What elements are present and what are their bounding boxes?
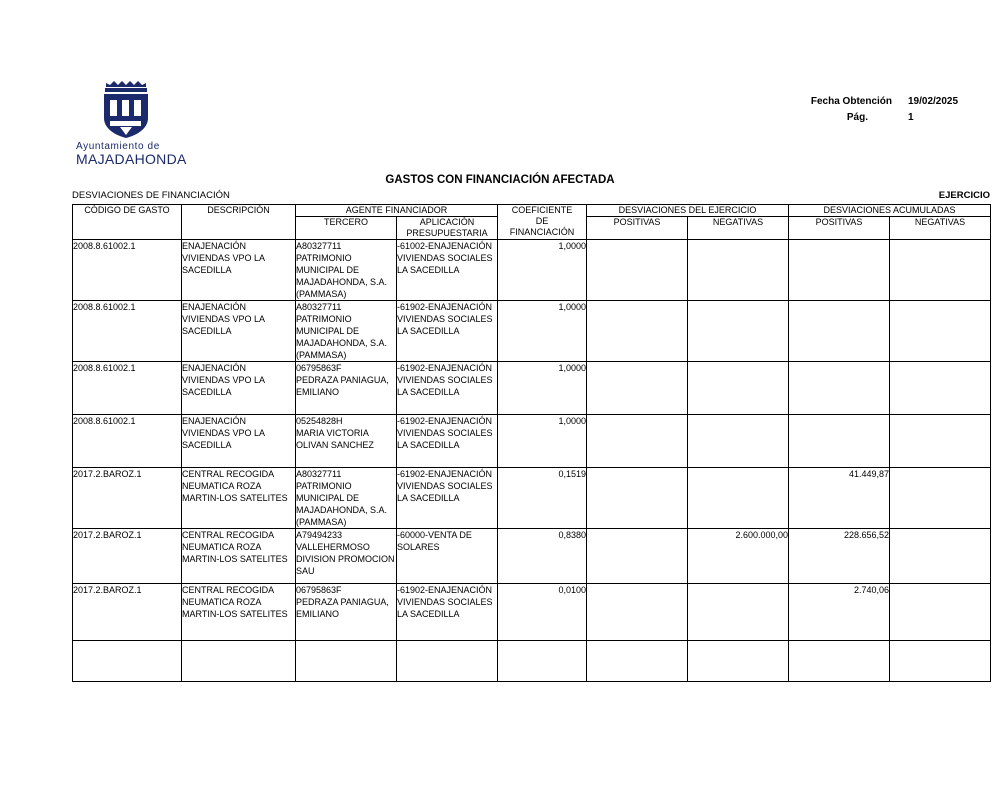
tercero-nombre: PEDRAZA PANIAGUA, EMILIANO bbox=[296, 597, 389, 619]
cell-ejercicio-negativas bbox=[688, 415, 789, 468]
cell-codigo-gasto: 2008.8.61002.1 bbox=[73, 301, 182, 362]
deviations-table-container bbox=[72, 204, 991, 682]
cell-acumuladas-positivas bbox=[789, 362, 890, 415]
cell-codigo-gasto: 2008.8.61002.1 bbox=[73, 362, 182, 415]
table-filler-cell bbox=[73, 641, 182, 682]
pagina-label: Pág. bbox=[846, 112, 868, 123]
tercero-id: 06795863F bbox=[296, 363, 342, 373]
cell-ejercicio-positivas bbox=[587, 415, 688, 468]
col-header-codigo: CÓDIGO DE GASTO bbox=[73, 205, 182, 240]
cell-tercero bbox=[296, 468, 397, 529]
table-filler-cell bbox=[296, 641, 397, 682]
tercero-id: 06795863F bbox=[296, 585, 342, 595]
cell-tercero bbox=[296, 415, 397, 468]
cell-tercero bbox=[296, 301, 397, 362]
fecha-obtencion-label: Fecha Obtención bbox=[810, 96, 892, 107]
table-row bbox=[73, 301, 991, 362]
tercero-nombre: PATRIMONIO MUNICIPAL DE MAJADAHONDA, S.A. (PAMMASA) bbox=[296, 253, 388, 299]
aplicacion-line1: APLICACIÓN bbox=[419, 217, 475, 227]
cell-coeficiente-financiacion: 1,0000 bbox=[498, 240, 587, 301]
cell-acumuladas-negativas bbox=[890, 415, 991, 468]
subheader-right-label: EJERCICIO bbox=[938, 190, 990, 201]
cell-acumuladas-negativas bbox=[890, 584, 991, 641]
tercero-id: A80327711 bbox=[296, 469, 342, 479]
cell-ejercicio-positivas bbox=[587, 584, 688, 641]
pagina-value: 1 bbox=[908, 112, 914, 123]
coeficiente-line2: DE bbox=[535, 216, 549, 226]
cell-aplicacion-presupuestaria: -61902-ENAJENACIÓN VIVIENDAS SOCIALES LA SACEDILLA bbox=[397, 468, 498, 529]
table-row bbox=[73, 584, 991, 641]
tercero-nombre: PEDRAZA PANIAGUA, EMILIANO bbox=[296, 375, 389, 397]
tercero-nombre: VALLEHERMOSO DIVISION PROMOCION SAU bbox=[296, 542, 395, 576]
cell-codigo-gasto: 2017.2.BAROZ.1 bbox=[73, 584, 182, 641]
tercero-id: A80327711 bbox=[296, 302, 342, 312]
cell-descripcion: ENAJENACIÓN VIVIENDAS VPO LA SACEDILLA bbox=[182, 301, 296, 362]
tercero-id: A79494233 bbox=[296, 530, 343, 540]
fecha-obtencion-row bbox=[672, 96, 992, 107]
tercero-id: 05254828H bbox=[296, 416, 343, 426]
header-meta bbox=[672, 96, 992, 128]
table-row bbox=[73, 362, 991, 415]
col-header-ejercicio-negativas: NEGATIVAS bbox=[688, 217, 789, 240]
cell-coeficiente-financiacion: 1,0000 bbox=[498, 301, 587, 362]
cell-acumuladas-negativas bbox=[890, 529, 991, 584]
page-title: GASTOS CON FINANCIACIÓN AFECTADA bbox=[385, 174, 615, 186]
cell-descripcion: ENAJENACIÓN VIVIENDAS VPO LA SACEDILLA bbox=[182, 240, 296, 301]
coeficiente-line3: FINANCIACIÓN bbox=[509, 227, 575, 237]
pagina-row bbox=[672, 112, 992, 123]
cell-aplicacion-presupuestaria: -61902-ENAJENACIÓN VIVIENDAS SOCIALES LA SACEDILLA bbox=[397, 301, 498, 362]
cell-acumuladas-positivas bbox=[789, 301, 890, 362]
cell-ejercicio-positivas bbox=[587, 468, 688, 529]
cell-acumuladas-negativas bbox=[890, 240, 991, 301]
cell-codigo-gasto: 2008.8.61002.1 bbox=[73, 240, 182, 301]
cell-ejercicio-negativas bbox=[688, 301, 789, 362]
cell-aplicacion-presupuestaria: -61902-ENAJENACIÓN VIVIENDAS SOCIALES LA SACEDILLA bbox=[397, 362, 498, 415]
cell-ejercicio-negativas bbox=[688, 362, 789, 415]
cell-descripcion: CENTRAL RECOGIDA NEUMATICA ROZA MARTIN-LOS SATELITES bbox=[182, 529, 296, 584]
cell-acumuladas-positivas: 41.449,87 bbox=[789, 468, 890, 529]
cell-ejercicio-negativas: 2.600.000,00 bbox=[688, 529, 789, 584]
table-group-header-row bbox=[73, 205, 991, 217]
col-header-acumuladas-negativas: NEGATIVAS bbox=[890, 217, 991, 240]
cell-ejercicio-positivas bbox=[587, 240, 688, 301]
coat-of-arms-icon bbox=[92, 78, 162, 140]
cell-tercero bbox=[296, 362, 397, 415]
cell-coeficiente-financiacion: 1,0000 bbox=[498, 415, 587, 468]
cell-tercero bbox=[296, 584, 397, 641]
cell-acumuladas-negativas bbox=[890, 301, 991, 362]
cell-aplicacion-presupuestaria: -60000-VENTA DE SOLARES bbox=[397, 529, 498, 584]
cell-descripcion: CENTRAL RECOGIDA NEUMATICA ROZA MARTIN-LOS SATELITES bbox=[182, 468, 296, 529]
cell-ejercicio-negativas bbox=[688, 240, 789, 301]
cell-codigo-gasto: 2008.8.61002.1 bbox=[73, 415, 182, 468]
cell-acumuladas-positivas bbox=[789, 415, 890, 468]
col-header-descripcion: DESCRIPCIÓN bbox=[182, 205, 296, 240]
subheader-left-label: DESVIACIONES DE FINANCIACIÓN bbox=[72, 190, 230, 201]
subheader-row bbox=[0, 190, 1000, 204]
cell-coeficiente-financiacion: 1,0000 bbox=[498, 362, 587, 415]
cell-coeficiente-financiacion: 0,8380 bbox=[498, 529, 587, 584]
table-filler-cell bbox=[498, 641, 587, 682]
cell-aplicacion-presupuestaria: -61902-ENAJENACIÓN VIVIENDAS SOCIALES LA SACEDILLA bbox=[397, 584, 498, 641]
table-body bbox=[73, 240, 991, 682]
cell-descripcion: CENTRAL RECOGIDA NEUMATICA ROZA MARTIN-LOS SATELITES bbox=[182, 584, 296, 641]
cell-acumuladas-positivas bbox=[789, 240, 890, 301]
table-filler-cell bbox=[587, 641, 688, 682]
fecha-obtencion-value: 19/02/2025 bbox=[908, 96, 959, 107]
tercero-nombre: PATRIMONIO MUNICIPAL DE MAJADAHONDA, S.A. (PAMMASA) bbox=[296, 481, 388, 527]
cell-descripcion: ENAJENACIÓN VIVIENDAS VPO LA SACEDILLA bbox=[182, 362, 296, 415]
cell-coeficiente-financiacion: 0,1519 bbox=[498, 468, 587, 529]
table-row bbox=[73, 529, 991, 584]
table-head bbox=[73, 205, 991, 240]
cell-acumuladas-positivas: 2.740,06 bbox=[789, 584, 890, 641]
group-header-agente-financiador: AGENTE FINANCIADOR bbox=[296, 205, 498, 217]
tercero-id: A80327711 bbox=[296, 241, 342, 251]
cell-acumuladas-negativas bbox=[890, 362, 991, 415]
cell-ejercicio-positivas bbox=[587, 301, 688, 362]
cell-acumuladas-positivas: 228.656,52 bbox=[789, 529, 890, 584]
cell-tercero bbox=[296, 529, 397, 584]
table-filler-cell bbox=[890, 641, 991, 682]
coeficiente-line1: COEFICIENTE bbox=[511, 205, 573, 215]
org-name-line1: Ayuntamiento de bbox=[76, 141, 160, 152]
tercero-nombre: PATRIMONIO MUNICIPAL DE MAJADAHONDA, S.A. (PAMMASA) bbox=[296, 314, 388, 360]
deviations-table bbox=[72, 204, 991, 682]
cell-acumuladas-negativas bbox=[890, 468, 991, 529]
cell-codigo-gasto: 2017.2.BAROZ.1 bbox=[73, 468, 182, 529]
cell-coeficiente-financiacion: 0,0100 bbox=[498, 584, 587, 641]
table-filler-row bbox=[73, 641, 991, 682]
municipal-logo bbox=[72, 78, 252, 166]
group-header-desviaciones-acumuladas: DESVIACIONES ACUMULADAS bbox=[789, 205, 991, 217]
col-header-coeficiente bbox=[498, 205, 587, 240]
tercero-nombre: MARIA VICTORIA OLIVAN SANCHEZ bbox=[296, 428, 374, 450]
group-header-desviaciones-ejercicio: DESVIACIONES DEL EJERCICIO bbox=[587, 205, 789, 217]
col-header-tercero: TERCERO bbox=[296, 217, 397, 240]
col-header-ejercicio-positivas: POSITIVAS bbox=[587, 217, 688, 240]
table-filler-cell bbox=[182, 641, 296, 682]
table-filler-cell bbox=[397, 641, 498, 682]
cell-ejercicio-negativas bbox=[688, 584, 789, 641]
cell-ejercicio-positivas bbox=[587, 362, 688, 415]
document-header bbox=[0, 78, 1000, 178]
cell-codigo-gasto: 2017.2.BAROZ.1 bbox=[73, 529, 182, 584]
col-header-aplicacion-presupuestaria bbox=[397, 217, 498, 240]
cell-tercero bbox=[296, 240, 397, 301]
org-name-line2: MAJADAHONDA bbox=[76, 151, 187, 167]
table-row bbox=[73, 468, 991, 529]
table-row bbox=[73, 240, 991, 301]
cell-aplicacion-presupuestaria: -61002-ENAJENACIÓN VIVIENDAS SOCIALES LA SACEDILLA bbox=[397, 240, 498, 301]
cell-descripcion: ENAJENACIÓN VIVIENDAS VPO LA SACEDILLA bbox=[182, 415, 296, 468]
table-row bbox=[73, 415, 991, 468]
col-header-acumuladas-positivas: POSITIVAS bbox=[789, 217, 890, 240]
aplicacion-line2: PRESUPUESTARIA bbox=[406, 228, 488, 238]
cell-ejercicio-positivas bbox=[587, 529, 688, 584]
cell-aplicacion-presupuestaria: -61902-ENAJENACIÓN VIVIENDAS SOCIALES LA SACEDILLA bbox=[397, 415, 498, 468]
table-filler-cell bbox=[688, 641, 789, 682]
table-filler-cell bbox=[789, 641, 890, 682]
cell-ejercicio-negativas bbox=[688, 468, 789, 529]
